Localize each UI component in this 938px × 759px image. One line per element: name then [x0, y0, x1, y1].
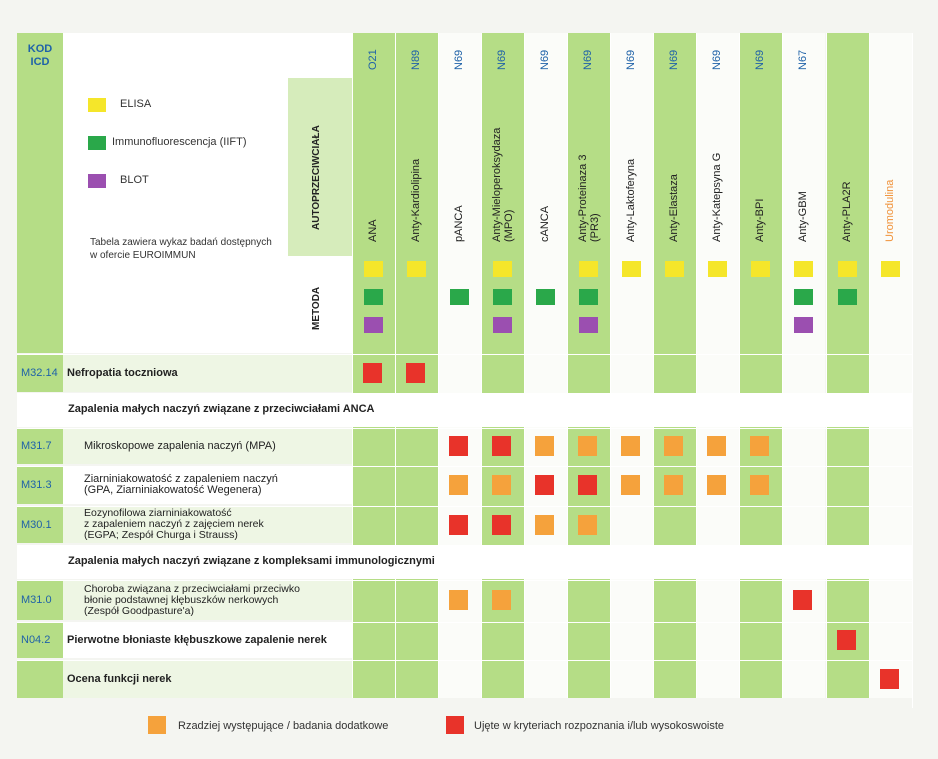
column-divider — [782, 33, 783, 708]
column-name-10: Anty-GBM — [797, 191, 809, 242]
column-code-10: N67 — [797, 49, 809, 70]
row-divider-2 — [17, 428, 912, 429]
row-label-4-0: Eozynofilowa ziarniniakowatość — [84, 507, 232, 519]
column-10-method-0 — [794, 261, 813, 277]
method-label-1: Immunofluorescencja (IIFT) — [112, 136, 247, 148]
column-code-6: N69 — [625, 49, 637, 70]
mark-r0-c1 — [406, 363, 425, 383]
mark-r2-c9 — [750, 436, 769, 456]
row-label-6-1: błonie podstawnej kłębuszków nerkowych — [84, 593, 279, 606]
mark-r2-c5 — [578, 436, 597, 456]
column-bg-8 — [696, 33, 739, 708]
row-divider-0 — [17, 354, 912, 355]
row-divider-8 — [17, 660, 912, 661]
column-5-method-2 — [579, 317, 598, 333]
row-divider-6 — [17, 580, 912, 581]
column-name-12: Uromodulina — [884, 179, 896, 242]
column-name-1: Anty-Kardiolipina — [410, 158, 422, 242]
column-6-method-0 — [622, 261, 641, 277]
row-label-3-1: (GPA, Ziarniniakowatość Wegenera) — [84, 484, 262, 496]
column-divider — [739, 33, 740, 708]
column-bg-12 — [869, 33, 912, 708]
section-label-1: Zapalenia małych naczyń związane z przeciwciałami ANCA — [68, 403, 375, 415]
row-label-8-0: Ocena funkcji nerek — [67, 672, 172, 685]
mark-r0-c0 — [363, 363, 382, 383]
column-bg-4 — [524, 33, 567, 708]
row-code-0: M32.14 — [21, 367, 58, 379]
column-divider — [653, 33, 654, 708]
column-bg-11 — [826, 33, 869, 708]
mark-r6-c2 — [449, 590, 468, 610]
row-code-4: M30.1 — [21, 518, 52, 531]
mark-r4-c3 — [492, 515, 511, 535]
column-name-5: Anty-Proteinaza 3 (PR3) — [577, 154, 601, 242]
column-code-4: N69 — [539, 49, 551, 70]
column-code-2: N69 — [453, 49, 465, 70]
column-name-3: Anty-Mieloperoksydaza (MPO) — [491, 127, 515, 242]
metoda-label: METODA — [311, 286, 322, 330]
column-name-7: Anty-Elastaza — [668, 174, 680, 242]
mark-r7-c11 — [837, 630, 856, 650]
mark-r4-c5 — [578, 515, 597, 535]
autoprzeciwciala-label: AUTOPRZECIWCIAŁA — [311, 125, 322, 230]
column-4-method-1 — [536, 289, 555, 305]
column-3-method-0 — [493, 261, 512, 277]
mark-r2-c7 — [664, 436, 683, 456]
column-name-0: ANA — [367, 219, 379, 242]
column-11-method-0 — [838, 261, 857, 277]
column-10-method-2 — [794, 317, 813, 333]
section-label-5: Zapalenia małych naczyń związane z kompleksami immunologicznymi — [68, 555, 435, 567]
mark-r3-c8 — [707, 475, 726, 495]
column-bg-5 — [567, 33, 610, 708]
mark-r3-c5 — [578, 475, 597, 495]
mark-r2-c3 — [492, 436, 511, 456]
mark-r3-c2 — [449, 475, 468, 495]
column-code-8: N69 — [711, 49, 723, 70]
column-bg-7 — [653, 33, 696, 708]
column-7-method-0 — [665, 261, 684, 277]
column-10-method-1 — [794, 289, 813, 305]
row-label-3-0: Ziarniniakowatość z zapaleniem naczyń — [84, 473, 278, 485]
column-divider — [481, 33, 482, 708]
mark-r3-c6 — [621, 475, 640, 495]
mark-r3-c7 — [664, 475, 683, 495]
mark-r2-c4 — [535, 436, 554, 456]
row-code-2: M31.7 — [21, 440, 52, 452]
column-3-method-2 — [493, 317, 512, 333]
row-label-6-0: Choroba związana z przeciwciałami przeciwko — [84, 582, 300, 595]
column-name-4: cANCA — [539, 205, 551, 242]
legend-label-1: Ujęte w kryteriach rozpoznania i/lub wysokoswoiste — [474, 720, 725, 732]
row-code-bg-8 — [17, 660, 63, 698]
row-label-4-1: z zapaleniem naczyń z zajęciem nerek — [84, 518, 264, 530]
method-label-0: ELISA — [120, 98, 152, 110]
mark-r2-c2 — [449, 436, 468, 456]
row-label-4-2: (EGPA; Zespół Churga i Strauss) — [84, 529, 238, 541]
row-divider-7 — [17, 622, 912, 623]
icd-column-bg — [17, 33, 63, 353]
column-1-method-0 — [407, 261, 426, 277]
column-code-3: N69 — [496, 49, 508, 70]
mark-r3-c9 — [750, 475, 769, 495]
column-code-0: O21 — [367, 49, 379, 70]
column-divider — [610, 33, 611, 708]
method-swatch-0 — [88, 98, 106, 112]
mark-r4-c2 — [449, 515, 468, 535]
column-name-6: Anty-Laktoferyna — [625, 158, 637, 242]
column-divider — [696, 33, 697, 708]
column-divider — [869, 33, 870, 708]
column-bg-9 — [739, 33, 782, 708]
mark-r2-c6 — [621, 436, 640, 456]
column-5-method-0 — [579, 261, 598, 277]
row-label-7-0: Pierwotne błoniaste kłębuszkowe zapalenie nerek — [67, 633, 327, 646]
column-code-9: N69 — [754, 49, 766, 70]
column-5-method-1 — [579, 289, 598, 305]
method-swatch-1 — [88, 136, 106, 150]
column-name-2: pANCA — [453, 205, 465, 242]
legend-swatch-1 — [446, 716, 464, 734]
mark-r8-c12 — [880, 669, 899, 689]
column-name-11: Anty-PLA2R — [841, 181, 853, 242]
row-label-0-0: Nefropatia toczniowa — [67, 366, 178, 379]
method-swatch-2 — [88, 174, 106, 188]
row-divider-3 — [17, 466, 912, 467]
column-divider — [826, 33, 827, 708]
column-code-7: N69 — [668, 49, 680, 70]
column-9-method-0 — [751, 261, 770, 277]
column-0-method-1 — [364, 289, 383, 305]
column-0-method-0 — [364, 261, 383, 277]
column-12-method-0 — [881, 261, 900, 277]
mark-r3-c4 — [535, 475, 554, 495]
table-bottom — [17, 698, 912, 708]
mark-r2-c8 — [707, 436, 726, 456]
kod-icd-header: KOD ICD — [27, 43, 53, 68]
column-name-9: Anty-BPI — [754, 198, 766, 242]
column-divider — [912, 33, 913, 708]
row-code-7: N04.2 — [21, 634, 51, 646]
column-0-method-2 — [364, 317, 383, 333]
legend-label-0: Rzadziej występujące / badania dodatkowe — [178, 720, 389, 732]
legend-swatch-0 — [148, 716, 166, 734]
method-label-2: BLOT — [120, 174, 149, 186]
mark-r6-c10 — [793, 590, 812, 610]
column-3-method-1 — [493, 289, 512, 305]
column-divider — [352, 33, 353, 708]
column-divider — [567, 33, 568, 708]
column-name-8: Anty-Katepsyna G — [711, 152, 723, 242]
column-divider — [395, 33, 396, 708]
row-label-2-0: Mikroskopowe zapalenia naczyń (MPA) — [84, 439, 276, 452]
column-code-1: N89 — [410, 49, 422, 70]
column-8-method-0 — [708, 261, 727, 277]
column-code-5: N69 — [582, 49, 594, 70]
mark-r3-c3 — [492, 475, 511, 495]
column-divider — [438, 33, 439, 708]
row-label-6-2: (Zespół Goodpasture'a) — [84, 604, 194, 617]
mark-r6-c3 — [492, 590, 511, 610]
column-2-method-1 — [450, 289, 469, 305]
table-note: Tabela zawiera wykaz badań dostępnych w ofercie EUROIMMUN — [90, 237, 272, 261]
column-11-method-1 — [838, 289, 857, 305]
mark-r4-c4 — [535, 515, 554, 535]
column-divider — [524, 33, 525, 708]
row-code-6: M31.0 — [21, 594, 52, 606]
column-bg-6 — [610, 33, 653, 708]
row-code-3: M31.3 — [21, 479, 52, 491]
